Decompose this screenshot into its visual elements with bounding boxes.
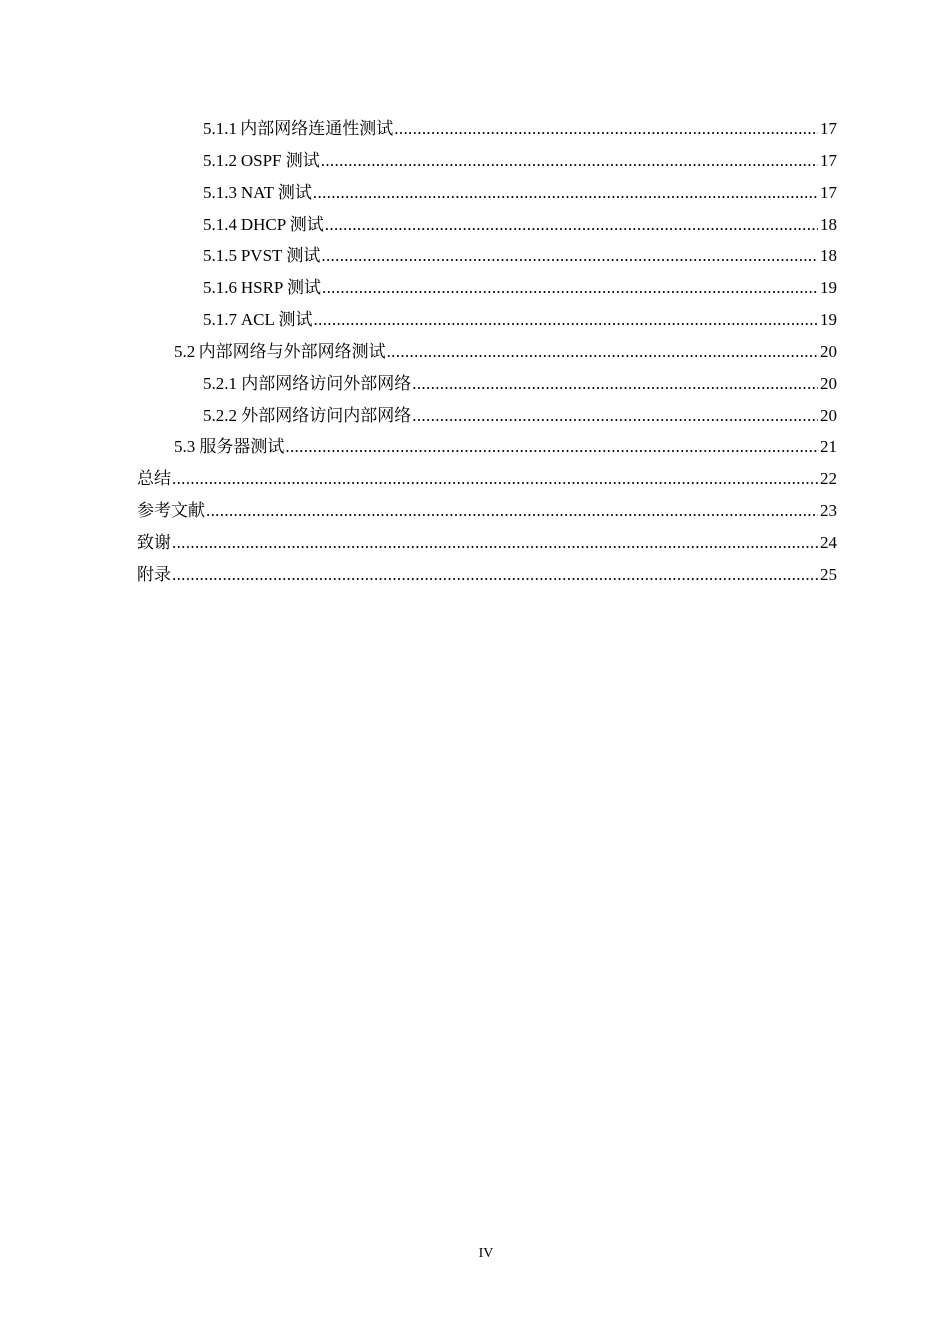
toc-entry-page: 21 [820, 437, 837, 457]
toc-entry-title: OSPF 测试 [240, 150, 320, 170]
dot-leader [412, 368, 818, 400]
toc-entry[interactable] [137, 559, 837, 591]
dot-leader [172, 463, 818, 495]
toc-entry-page: 20 [820, 373, 837, 393]
toc-entry-page: 25 [820, 564, 837, 584]
dot-leader [313, 177, 818, 209]
dot-leader [206, 495, 818, 527]
dot-leader [325, 209, 818, 241]
toc-entry-title: HSRP 测试 [240, 278, 321, 298]
toc-entry-page: 24 [820, 532, 837, 552]
toc-entry-page: 23 [820, 501, 837, 521]
toc-entry-page: 19 [820, 278, 837, 298]
toc-entry-number: 5.2 [174, 341, 196, 361]
dot-leader [322, 272, 818, 304]
toc-entry-number: 5.1.1 [203, 119, 237, 138]
toc-entry[interactable] [137, 177, 837, 209]
toc-entry-number: 5.3 [174, 437, 196, 457]
dot-leader [394, 113, 818, 145]
toc-entry-number: 5.1.6 [203, 278, 237, 298]
toc-entry-title: 总结 [137, 469, 171, 489]
toc-entry[interactable] [137, 368, 837, 400]
toc-entry[interactable] [137, 272, 837, 304]
toc-entry-title: 内部网络与外部网络测试 [198, 341, 386, 361]
dot-leader [172, 559, 818, 591]
dot-leader [285, 431, 818, 463]
dot-leader [172, 527, 818, 559]
toc-entry-title: ACL 测试 [240, 310, 313, 330]
toc-entry-number: 5.1.7 [203, 310, 237, 330]
toc-entry[interactable] [137, 209, 837, 241]
toc-entry-page: 22 [820, 469, 837, 489]
toc-entry-page: 17 [820, 150, 837, 170]
toc-entry-title: 5.2.2 外部网络访问内部网络 [203, 405, 412, 425]
toc-entry[interactable] [137, 400, 837, 432]
toc-entry[interactable] [137, 463, 837, 495]
toc-entry[interactable] [137, 336, 837, 368]
toc-entry-title: 参考文献 [137, 501, 205, 521]
toc-entry[interactable] [137, 240, 837, 272]
toc-entry[interactable] [137, 431, 837, 463]
toc-entry-title: 致谢 [137, 532, 171, 552]
dot-leader [321, 145, 818, 177]
toc-entry-page: 18 [820, 214, 837, 234]
dot-leader [321, 240, 818, 272]
toc-entry[interactable] [137, 304, 837, 336]
table-of-contents [137, 113, 837, 591]
toc-entry-title: 5.2.1 内部网络访问外部网络 [203, 373, 412, 393]
toc-entry-title: 附录 [137, 564, 171, 584]
dot-leader [412, 400, 818, 432]
toc-entry[interactable] [137, 113, 837, 145]
toc-entry-page: 19 [820, 310, 837, 330]
toc-entry-title: PVST 测试 [240, 246, 321, 266]
toc-entry-page: 17 [820, 119, 837, 138]
toc-entry-number: 5.1.2 [203, 150, 237, 170]
dot-leader [387, 336, 818, 368]
dot-leader [314, 304, 818, 336]
toc-entry-page: 20 [820, 341, 837, 361]
toc-entry[interactable] [137, 527, 837, 559]
toc-entry-title: 服务器测试 [199, 437, 285, 457]
toc-entry-title: DHCP 测试 [240, 214, 324, 234]
page-number-footer: IV [478, 1246, 494, 1261]
toc-entry-title: NAT 测试 [240, 182, 312, 202]
toc-entry-page: 18 [820, 246, 837, 266]
toc-entry-page: 17 [820, 182, 837, 202]
toc-entry-title: 内部网络连通性测试 [240, 119, 394, 138]
toc-entry-number: 5.1.4 [203, 214, 237, 234]
toc-entry-page: 20 [820, 405, 837, 425]
toc-entry-number: 5.1.3 [203, 182, 237, 202]
toc-entry-number: 5.1.5 [203, 246, 237, 266]
toc-entry[interactable] [137, 495, 837, 527]
toc-entry[interactable] [137, 145, 837, 177]
